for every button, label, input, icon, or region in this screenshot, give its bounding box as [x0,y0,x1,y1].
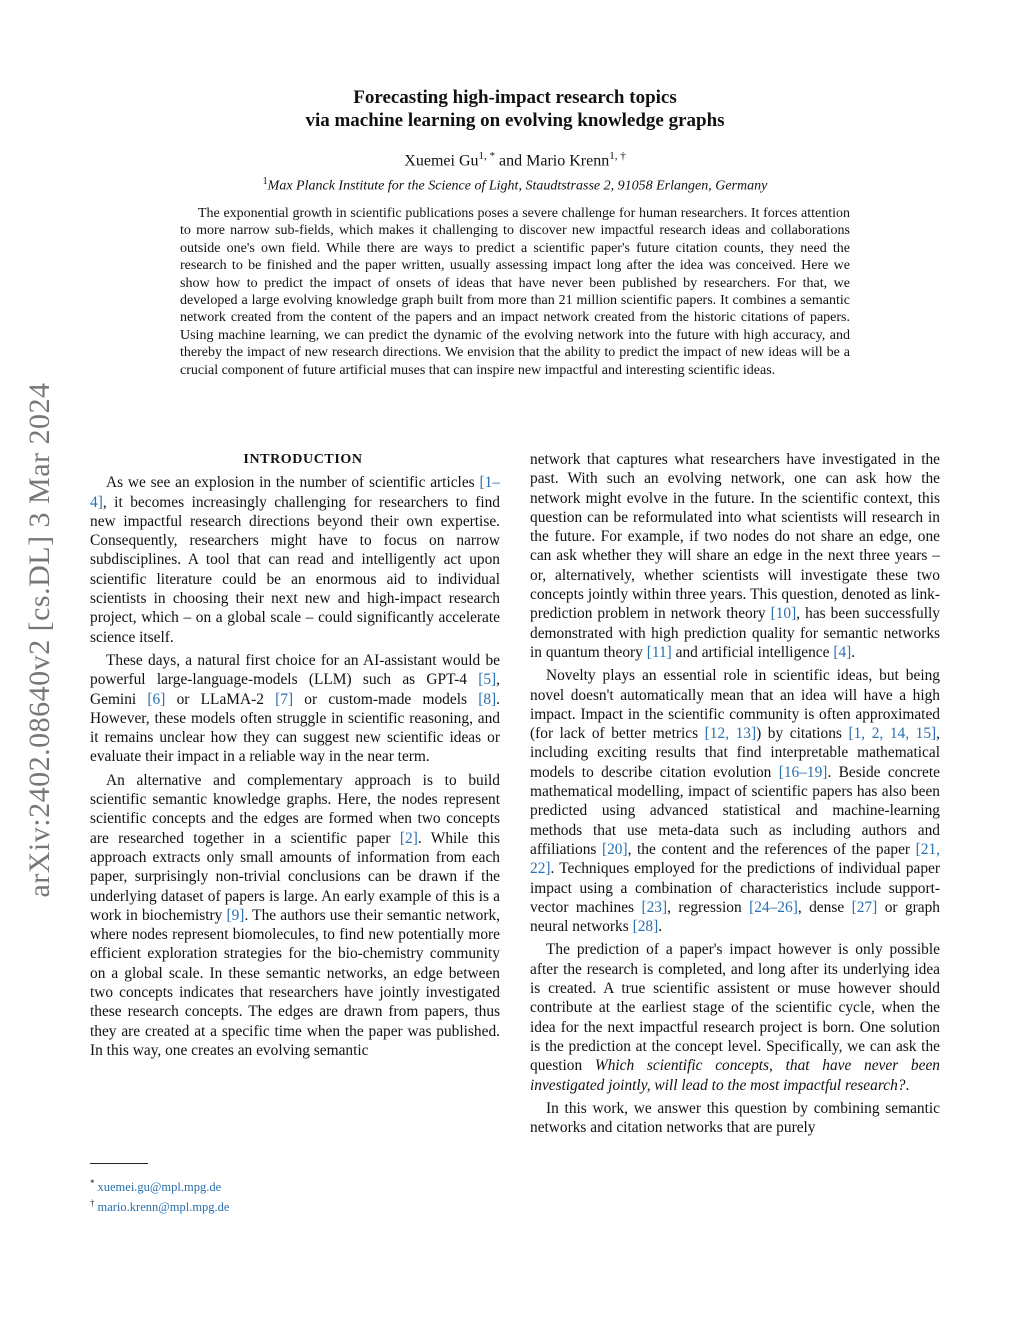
citation-link[interactable]: [5] [478,671,497,689]
author-2-superscript: 1, † [609,150,626,162]
footnote-1-mark: * [90,1178,95,1188]
intro-paragraph-4: Novelty plays an essential role in scientific ideas, but being novel doesn't automatically mean that an idea will have a high impact. Impact in the scientific community is often approximated (for lack of better metrics [12, 13]) by citations [1, 2, 14, 15], including exciting results that find interpretable mathematical models to describe citation evolution [16–19]. Beside concrete mathematical modelling, impact of scientific papers has also been predicted using advanced statistical and machine-learning methods that use meta-data such as including authors and affiliations [20], the content and the references of the paper [21, 22]. Techniques employed for the predictions of individual paper impact using a combination of characteristics include support-vector machines [23], regression [24–26], dense [27] or graph neural networks [28]. [530,667,940,936]
right-column [530,450,940,1141]
left-column [90,450,500,1064]
research-question: Which scientific concepts, that have never been investigated jointly, will lead to the most impactful research? [530,1057,940,1094]
title-line-2: via machine learning on evolving knowledge graphs [305,110,725,131]
citation-link[interactable]: [8] [478,690,497,708]
citation-link[interactable]: [9] [226,906,245,924]
arxiv-stamp [20,350,60,930]
author-1-superscript: 1, * [478,150,495,162]
author-1: Xuemei Gu [404,152,479,170]
email-link-2[interactable]: mario.krenn@mpl.mpg.de [97,1200,230,1215]
citation-link[interactable]: [28] [632,918,659,936]
footnotes [90,1175,229,1215]
citation-link[interactable]: [12, 13] [704,725,757,743]
citation-link[interactable]: [1, 2, 14, 15] [848,725,937,743]
author-conjunction: and [499,152,523,170]
footnote-2 [90,1195,229,1215]
intro-paragraph-1: As we see an explosion in the number of scientific articles [1–4], it becomes increasingly challenging for researchers to find new impactful research directions beyond their own expertise. Consequently, researchers might have to focus on narrow subdisciplines. A tool that can read and intelligently act upon scientific literature could be an enormous aid to individual scientists in choosing their next new and high-impact research project, which – on a global scale – could significantly accelerate science itself. [90,474,500,646]
intro-paragraph-3: An alternative and complementary approach is to build scientific semantic knowledge graphs. Here, the nodes represent scientific concepts and the edges are formed when two concepts are researched together in a scientific paper [2]. While this approach extracts only small amounts of information from each paper, surprisingly non-trivial conclusions can be drawn if the underlying dataset of papers is large. An early example of this is a work in biochemistry [9]. The authors use their semantic network, where nodes represent biomolecules, to find new potentially more efficient exploration strategies for the bio-chemistry community on a global scale. In these semantic networks, an edge between two concepts indicates that researchers have jointly investigated these research concepts. The edges are drawn from papers, thus they are created at a specific time when the paper was published. In this way, one creates an evolving semantic [90,771,500,1059]
author-list [150,150,880,170]
citation-link[interactable]: [10] [770,605,797,623]
abstract [180,205,850,379]
intro-paragraph-6: In this work, we answer this question by combining semantic networks and citation networks that are purely [530,1099,940,1137]
citation-link[interactable]: [1–4] [90,474,500,511]
citation-link[interactable]: [23] [641,898,668,916]
affiliation-superscript: 1 [262,176,268,187]
paper-title [150,86,880,132]
email-link-1[interactable]: xuemei.gu@mpl.mpg.de [97,1180,222,1195]
citation-link[interactable]: [20] [601,840,628,858]
citation-link[interactable]: [21, 22] [530,840,940,878]
citation-link[interactable]: [6] [147,690,166,708]
footnote-divider [90,1163,148,1164]
citation-link[interactable]: [2] [399,829,418,847]
affiliation [150,176,880,195]
abstract-text: The exponential growth in scientific publications poses a severe challenge for human researchers. It forces attention to more narrow sub-fields, which makes it challenging to discover new impactful research ideas and collaborations outside one's own field. While there are ways to predict a scientific paper's future citation counts, they need the research to be finished and the paper written, usually assessing impact long after the idea was conceived. Here we show how to predict the impact of onsets of ideas that have never been published by researchers. For that, we developed a large evolving knowledge graph built from more than 21 million scientific papers. It combines a semantic network created from the content of the papers and an impact network created from the historic citations of papers. Using machine learning, we can predict the dynamic of the evolving network into the future with high accuracy, and thereby the impact of new research directions. We envision that the ability to predict the impact of new ideas will be a crucial component of future artificial muses that can inspire new impactful and interesting scientific ideas. [180,206,850,378]
citation-link[interactable]: [7] [275,690,294,708]
author-2: Mario Krenn [526,152,610,170]
citation-link[interactable]: [24–26] [749,898,798,916]
intro-paragraph-2: These days, a natural first choice for an AI-assistant would be powerful large-language-models (LLM) such as GPT-4 [5], Gemini [6] or LLaMA-2 [7] or custom-made models [8]. However, these models often struggle in scientific reasoning, and it remains unclear how they can suggest new scientific ideas or evaluate their impact in a reliable way in the near term. [90,651,500,766]
title-line-1: Forecasting high-impact research topics [353,87,677,108]
citation-link[interactable]: [16–19] [778,763,828,781]
section-heading-introduction: INTRODUCTION [243,452,363,467]
affiliation-text: Max Planck Institute for the Science of Light, Staudtstrasse 2, 91058 Erlangen, Germany [267,178,768,194]
intro-paragraph-3-continued: network that captures what researchers have investigated in the past. With such an evolving network, one can ask how the network might evolve in the future. In the scientific context, this question can be reformulated into what scientists will research in the future. For example, if two nodes do not share an edge, one can ask whether they will share an edge in the next three years – or, alternatively, whether scientists will investigate these two concepts jointly within three years. This question, denoted as link-prediction problem in network theory [10], has been successfully demonstrated with high prediction quality for semantic networks in quantum theory [11] and artificial intelligence [4]. [530,451,940,661]
citation-link[interactable]: [4] [833,643,852,661]
citation-link[interactable]: [11] [646,643,672,661]
citation-link[interactable]: [27] [851,898,878,916]
footnote-2-mark: † [90,1198,95,1209]
arxiv-identifier: arXiv:2402.08640v2 [cs.DL] 3 Mar 2024 [23,382,56,898]
footnote-1 [90,1175,229,1195]
intro-paragraph-5: The prediction of a paper's impact however is only possible after the research is completed, and long after its underlying idea is created. A true scientific assistent or muse however should contribute at the earliest stage of the scientific cycle, when the idea for the next impactful research project is born. One solution is the prediction at the concept level. Specifically, we can ask the question Which scientific concepts, that have never been investigated jointly, will lead to the most impactful research?. [530,941,940,1094]
